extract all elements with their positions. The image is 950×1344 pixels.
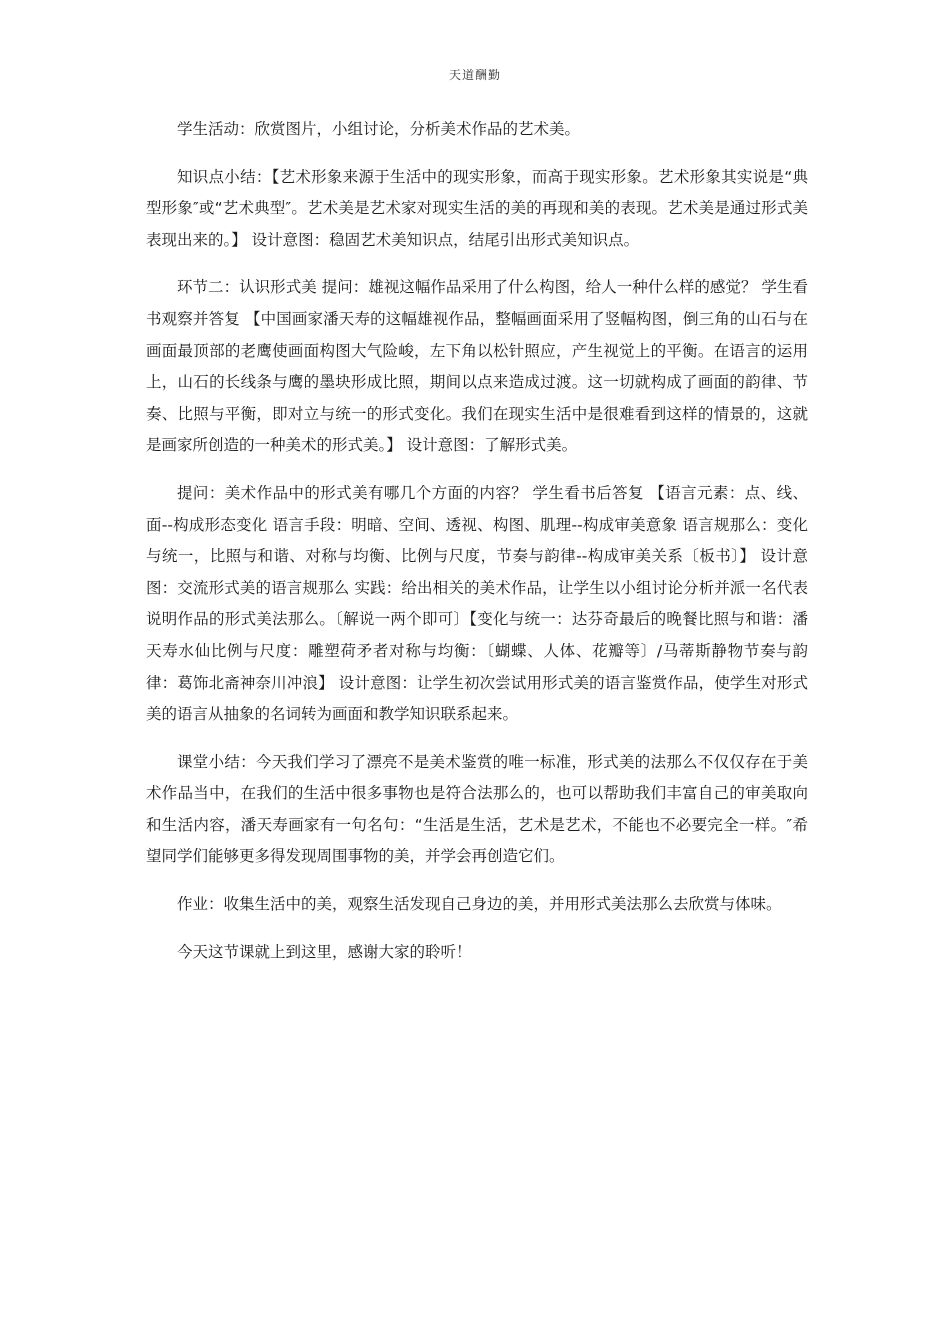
- document-body: [146, 114, 808, 984]
- paragraph-section-two: 环节二：认识形式美 提问：雄视这幅作品采用了什么构图，给人一种什么样的感觉？ 学生看书观察并答复 【中国画家潘天寿的这幅雄视作品，整幅画面采用了竖幅构图，倒三角的山石与在画面最顶部的老鹰使画面构图大气险峻，左下角以松针照应，产生视觉上的平衡。在语言的运用上，山石的长线条与鹰的墨块形成比照，期间以点来造成过渡。这一切就构成了画面的韵律、节奏、比照与平衡，即对立与统一的形式变化。我们在现实生活中是很难看到这样的情景的，这就是画家所创造的一种美术的形式美。】 设计意图：了解形式美。: [146, 278, 808, 455]
- page-header: 天道酬勤: [448, 68, 501, 82]
- paragraph-closing: 今天这节课就上到这里，感谢大家的聆听！: [177, 942, 472, 961]
- paragraph-student-activity: 学生活动：欣赏图片，小组讨论，分析美术作品的艺术美。: [177, 120, 581, 138]
- paragraph-knowledge-summary: 知识点小结：【艺术形象来源于生活中的现实形象，而高于现实形象。艺术形象其实说是“典型形象″或“艺术典型″。艺术美是艺术家对现实生活的美的再现和美的表现。艺术美是通过形式美表现出来的。】 设计意图：稳固艺术美知识点，结尾引出形式美知识点。: [146, 167, 808, 249]
- paragraph-formal-beauty-question: 提问：美术作品中的形式美有哪几个方面的内容？ 学生看书后答复 【语言元素：点、线、面--构成形态变化 语言手段：明暗、空间、透视、构图、肌理--构成审美意象 语言规那么：变化与统一，比照与和谐、对称与均衡、比例与尺度，节奏与韵律--构成审美关系〔板书〕】 设计意图：交流形式美的语言规那么 实践：给出相关的美术作品，让学生以小组讨论分析并派一名代表说明作品的形式美法那么。〔解说一两个即可〕【变化与统一：达芬奇最后的晚餐比照与和谐：潘天寿水仙比例与尺度：雕塑荷矛者对称与均衡：〔蝴蝶、人体、花瓣等〕/马蒂斯静物节奏与韵律：葛饰北斋神奈川冲浪】 设计意图：让学生初次尝试用形式美的语言鉴赏作品，使学生对形式美的语言从抽象的名词转为画面和教学知识联系起来。: [146, 483, 808, 724]
- paragraph-class-summary: 课堂小结：今天我们学习了漂亮不是美术鉴赏的唯一标准，形式美的法那么不仅仅存在于美术作品当中，在我们的生活中很多事物也是符合法那么的，也可以帮助我们丰富自己的审美取向和生活内容，潘天寿画家有一句名句：“生活是生活，艺术是艺术，不能也不必要完全一样。″希望同学们能够更多得发现周围事物的美，并学会再创造它们。: [146, 752, 808, 866]
- paragraph-homework: 作业：收集生活中的美，观察生活发现自己身边的美，并用形式美法那么去欣赏与体味。: [177, 895, 782, 914]
